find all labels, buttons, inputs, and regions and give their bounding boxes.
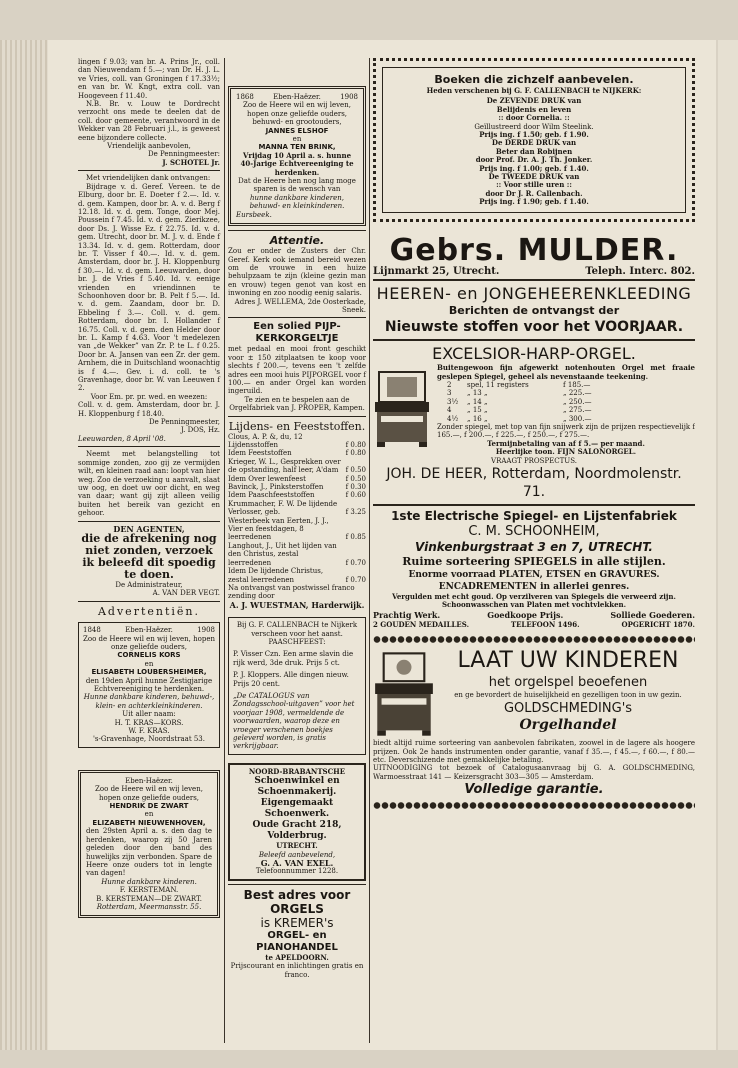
- divider: [373, 504, 695, 506]
- bead-border: [373, 801, 695, 810]
- kremer-heading: Best adres voor ORGELS: [243, 887, 351, 916]
- ad-line: Vrijdag 10 April a. s. hunne 40-Jarige Echtvereeniging te herdenken.: [240, 150, 354, 177]
- row-price: „ 250.—: [563, 397, 592, 406]
- ad-line: Uit aller naam:: [122, 710, 176, 719]
- attentie-heading: Attentie.: [269, 234, 325, 248]
- row-price: „ 275.—: [563, 406, 592, 415]
- ad-line: Dat de Heere hen nog lang moge sparen is de wensch van: [238, 177, 356, 194]
- text-paragraph: N.B. Br. v. Louw te Dordrecht verzocht ons mede te deelen dat de coll. door gemeente, verantwoord in de Wekker van 28 Februari j.l., is geweest eene bijzondere collecte.: [78, 100, 220, 142]
- item-title: Krummacher, F. W. De lijdende Verlosser, geb.: [228, 499, 338, 517]
- text-paragraph: Zou er onder de Zusters der Chr. Geref. Kerk ook iemand bereid wezen om de vrouwe in een huize behulpzaam te zijn (kleine gezin man en vrouw) tegen genot van kost en inwoning en zoo noodig eenig salaris.: [228, 247, 366, 298]
- divider: [228, 416, 366, 417]
- divider: [78, 170, 220, 171]
- ad-line: Beleefd aanbevelend,: [258, 850, 336, 859]
- harp-line: Heerlijke toon. FIJN SALONORGEL.: [495, 447, 637, 457]
- item-price: f 0.85: [345, 533, 366, 542]
- price-list-item: [228, 449, 366, 457]
- price-list-item: [228, 500, 366, 517]
- ad-place: Eursbeek.: [236, 210, 272, 219]
- ad-line: hunne dankbare kinderen, behuwd- en kleinkinderen.: [249, 193, 345, 211]
- item-price: f 0.80: [345, 449, 366, 458]
- organ-ad-heading: Een solied PIJP-KERKORGELTJE: [253, 321, 341, 345]
- price-list-item: [228, 433, 366, 450]
- text-paragraph: Neemt met belangstelling tot sommige zonden, zoo gij ze vermijden wilt, en kleinen raad aan: loopt van hier weg. Zoo de verzoeking u aanvalt, slaat uw oog, en doet uw oor dicht, en weg van daar; want gij zijt alleen veilig buiten het bereik van gezicht en gehoor.: [78, 450, 220, 518]
- row-size: 4: [447, 406, 452, 415]
- price-list-item: [228, 517, 366, 542]
- year: 1868: [236, 93, 254, 101]
- ad-line: Bij G. F. CALLENBACH te Nijkerk verscheen voor het aanst. PAASCHFEEST:: [236, 621, 358, 646]
- text-paragraph: met pedaal en mooi front geschikt voor ± 150 zitplaatsen te koop voor slechts f 200.—, tevens een 't zelfde adres een mooi huis PIJPORGEL voor f 100.— en ander Orgel kan worden ingeruild.: [228, 345, 366, 396]
- ad-line: den 19den April hunne Zestigjarige Echtvereeniging te herdenken.: [85, 676, 213, 693]
- row-spec: „ 14 „: [467, 397, 488, 406]
- ad-line: NOORD-BRABANTSCHE: [248, 766, 346, 776]
- gold-line: het orgelspel beoefenen: [488, 675, 648, 691]
- gold-headline: LAAT UW KINDEREN: [457, 648, 679, 674]
- harp-price-row: [437, 415, 695, 423]
- divider: [78, 521, 220, 522]
- agents-notice: die de afrekening nog niet zonden, verzoek ik beleefd dit spoedig te doen.: [81, 531, 217, 581]
- role: De Penningmeester:: [148, 150, 220, 159]
- harp-organ-title: EXCELSIOR-HARP-ORGEL.: [432, 344, 636, 364]
- ad-name: CORNELIS KORS: [117, 651, 181, 660]
- book-line: door Dr J. R. Callenbach.: [485, 188, 583, 198]
- text-paragraph: biedt altijd ruime sorteering van aanbevolen fabrikaten, zoowel in de lagere als hoogere prijzen. Ook 2e hands instrumenten onder garantie, vanaf f 35.—, f 45.—, f 60.—, f 80.— etc. Deverschizende met gemakkelijke betaling.: [373, 739, 695, 764]
- ad-line: te APELDOORN.: [265, 952, 329, 962]
- item-title: Westerbeek van Eerten, J. J., Vier en feestdagen, 8 leerredenen: [228, 516, 329, 542]
- ad-line: Oude Gracht 218, Volderbrug.: [252, 820, 342, 842]
- announcement-de-zwart: [78, 770, 220, 919]
- ad-line: Prijscourant en inlichtingen gratis en franco.: [230, 962, 364, 979]
- ad-name: ELISABETH LOUBERSHEIMER,: [91, 668, 207, 677]
- signature: A. VAN DER VEGT.: [152, 589, 220, 598]
- price-list-item: [228, 491, 366, 499]
- item-price: f 3.25: [345, 508, 366, 517]
- mulder-line: Nieuwste stoffen voor het VOORJAAR.: [384, 319, 684, 336]
- ad-name: HENDRIK DE ZWART: [109, 802, 189, 811]
- feature: Goedkoope Prijs.: [487, 609, 564, 620]
- bead-border: [373, 635, 695, 644]
- ad-line: G. A. VAN EXEL.: [260, 858, 334, 869]
- ad-line: den 29sten April a. s. den dag te herdenken, waarop zij 50 Jaren geleden door den band des huwelijks zijn verbonden. Spare de Heere onze ouders tot in lengte van dagen!: [86, 827, 212, 878]
- book-line: De TWEEDE DRUK van: [488, 172, 580, 182]
- harp-line: Zonder spiegel, met top van fijn snijwerk zijn de prijzen respectievelijk f 165.—, f 200.—, f 225.—, f 250.—, f 275.—.: [437, 422, 695, 440]
- ad-name: MANNA TEN BRINK,: [258, 143, 336, 152]
- row-size: 4½: [447, 414, 459, 423]
- spiegel-line: ENCADREMENTEN in allerlei genres.: [438, 581, 630, 592]
- row-size: 3: [447, 389, 452, 398]
- book-price: Prijs ing. f 1.50; geb. f 1.90.: [479, 130, 589, 140]
- ad-line: Hunne dankbare kinderen.: [101, 877, 197, 886]
- spiegel-company: C. M. SCHOONHEIM,: [468, 523, 600, 539]
- text-paragraph: Voor Em. pr. pr. wed. en weezen:: [90, 392, 208, 401]
- books-ad: [373, 58, 695, 222]
- text-paragraph: Coll. v. d. gem. Amsterdam, door br. J. H. Kloppenburg f 18.40.: [78, 401, 220, 418]
- item-price: f 0.70: [345, 558, 366, 567]
- item-title: Idem De lijdende Christus, zestal leerredenen: [228, 567, 324, 584]
- column-2: [228, 58, 366, 979]
- spiegel-line: Ruime sorteering SPIEGELS in alle stijlen.: [402, 554, 666, 568]
- book-price: Prijs ing. f 1.00; geb. f 1.40.: [479, 163, 589, 173]
- book-price-list: [228, 433, 366, 584]
- harp-line: VRAAGT PROSPECTUS.: [491, 456, 577, 465]
- price-list-item: [228, 475, 366, 483]
- ad-line: Hunne dankbare kinderen, behuwd-, klein- en achterkleinkinderen.: [83, 693, 215, 710]
- price-list-item: [228, 567, 366, 584]
- ad-line: Eigengemaakt Schoenwerk.: [260, 798, 334, 820]
- advertisements-heading: Advertentiën.: [97, 604, 200, 618]
- text-paragraph: Bijdrage v. d. Geref. Vereen. te de Elburg, door br. E. Doeter f 2.—. Id. v. d. gem. Kampen, door br. A. v. d. Berg f 12.18. Id. v. d. gem. Tonge, door Mej. Poussein f 7.45. Id. v. d. gem. Zierikzee, door Ds. J. Wisse Ez. f 22.75. Id. v. d. gem. Utrecht, door br. M. J. v. d. Ende f 13.34. Id. v. d. gem. Rotterdam, door br. T. Visser f 40.—. Id. v. d. gem. Amsterdam, door br. J. H. Kloppenburg f 30.—. Id. v. d. gem. Leeuwarden, door br. J. de Vries f 5.40. Id. v. eenige vrienden en vriendinnen te Schoonhoven door br. B. Pelt f 5.—. Id. v. d. gem. Zaandam, door br. D. Ebbeling f 3.—. Coll. v. d. gem. Rotterdam, door br. I. Hollander f 16.75. Coll. v. d. gem. den Helder door br. L. Kamp f 4.63. Voor 't medelezen van „de Wekker” van Zr. P. te L. f 0.25. Door br. A. Jansen van een Zr. der gem. Arnhem, die in Duitschland woonachtig is f 4.—. Gev. i. d. coll. te 's Gravenhage, door br. W. van Leeuwen f 2.: [78, 182, 220, 393]
- gold-shop: Orgelhandel: [519, 716, 617, 733]
- harp-price-row: [437, 389, 695, 397]
- divider: [373, 279, 695, 281]
- ad-name: JANNES ELSHOF: [265, 126, 329, 135]
- ad-line: en: [144, 810, 154, 819]
- role: De Penningmeester,: [148, 418, 220, 427]
- text-paragraph: lingen f 9.03; van br. A. Prins Jr., coll. dan Nieuwendam f 5.—; van Dr. H. J. L. ve Vries, coll. van Groningen f 17.33½; en van br. W. Kngt, extra coll. van Hoogeveen f 11.40.: [78, 58, 220, 100]
- spiegel-address: Vinkenburgstraat 3 en 7, UTRECHT.: [415, 539, 653, 554]
- page-stack-edge: [0, 40, 48, 1050]
- book-title: :: Voor stille uren ::: [496, 180, 572, 190]
- organ-illustration-icon: [373, 651, 435, 737]
- mulder-contact: [373, 265, 695, 277]
- divider: [373, 339, 695, 341]
- gold-line: en ge bevordert de huiselijkheid en gezelligen toon in uw gezin.: [454, 691, 682, 700]
- ad-line: Zoo de Heere wil en wij leven, hopen onze geliefde ouders,: [83, 634, 215, 651]
- ad-line: en: [144, 659, 154, 668]
- row-spec: „ 15 „: [467, 406, 488, 415]
- item-title: Langhout, J., Uit het lijden van den Christus, zestal leerredenen: [228, 541, 337, 567]
- ad-line: UTRECHT.: [276, 841, 318, 851]
- item-title: Idem Over lewenfeest: [228, 474, 306, 483]
- announcement-kors: [78, 622, 220, 748]
- greeting: Vriendelijk aanbevolen,: [107, 142, 191, 151]
- announcement-elshof: [228, 86, 366, 226]
- gold-company: GOLDSCHMEDING's: [503, 700, 633, 716]
- next-page-strip: [718, 40, 738, 1050]
- divider: [228, 317, 366, 318]
- dateline: Leeuwarden, 8 April '08.: [78, 434, 166, 443]
- books-subtitle: Heden verschenen bij G. F. CALLENBACH te NIJKERK:: [426, 86, 642, 95]
- row-spec: „ 16 „: [467, 414, 488, 423]
- ad-signature: B. KERSTEMAN—DE ZWART.: [96, 894, 202, 903]
- ad-signature: F. KERSTEMAN.: [119, 886, 179, 895]
- fact: 2 GOUDEN MEDAILLES.: [373, 619, 470, 629]
- column-3: [373, 58, 695, 813]
- ad-signature: W. F. KRAS.: [128, 727, 170, 736]
- book-title: Beter dan Robijnen: [495, 146, 573, 156]
- harp-price-row: [437, 406, 695, 414]
- row-size: 3½: [447, 397, 459, 406]
- address: Adres J. WELLEMA, 2de Oosterkade, Sneek.: [234, 297, 366, 314]
- signature: J. SCHOTEL Jr.: [162, 157, 220, 167]
- year: 1848: [83, 626, 101, 635]
- harp-price-row: [437, 381, 695, 389]
- harp-footer: JOH. DE HEER, Rotterdam, Noordmolenstr. 71.: [386, 465, 682, 500]
- mulder-address: Lijnmarkt 25, Utrecht.: [373, 265, 500, 277]
- price-list-item: [228, 458, 366, 475]
- ad-place: 's-Gravenhage, Noordstraat 53.: [92, 735, 205, 744]
- divider: [228, 884, 366, 885]
- item-price: f 0.80: [345, 441, 366, 449]
- ad-name: ELIZABETH NIEUWENHOVEN,: [92, 818, 206, 827]
- books-title: Boeken die zichzelf aanbevelen.: [434, 73, 634, 86]
- spiegel-facts: [373, 621, 695, 629]
- signature: A. J. WUESTMAN, Harderwijk.: [229, 599, 365, 610]
- row-price: f 185.—: [563, 380, 591, 389]
- column-rule: [369, 58, 370, 1043]
- price-list-item: [228, 542, 366, 567]
- ad-line: „De CATALOGUS van Zondagsschool-uitgaven” voor het voorjaar 1908, vermeldende de voorwaarden, waarop deze en vroeger verschenen boekjes geleverd worden, is gratis verkrijgbaar.: [233, 691, 355, 751]
- item-price: f 0.30: [345, 483, 366, 492]
- book-line: De ZEVENDE DRUK van: [486, 96, 582, 106]
- feature: Solliede Goederen.: [610, 609, 695, 620]
- book-title: Belijdenis en leven: [496, 104, 572, 114]
- order-note: Na ontvangst van postwissel franco zending door: [228, 583, 355, 601]
- spiegel-line: Enorme voorraad PLATEN, ETSEN en GRAVURES.: [408, 569, 660, 580]
- signature: J. DOS, Hz.: [180, 426, 220, 435]
- book-line: :: door Cornelia. ::: [498, 113, 570, 123]
- feature: Prachtig Werk.: [373, 609, 441, 620]
- ad-line: Zoo de Heere wil en wij leven, hopen onze geliefde ouders,: [95, 785, 203, 802]
- column-1: [78, 58, 220, 922]
- harp-line: Termijnbetaling van af f 5.— per maand.: [487, 438, 645, 448]
- ad-line: en: [292, 135, 302, 144]
- mulder-headline: HEEREN- en JONGEHEERENKLEEDING: [376, 284, 692, 304]
- item-title: Clous, A. P. &, du, 12 Lijdensstoffen: [228, 432, 303, 449]
- fact: TELEFOON 1496.: [510, 619, 580, 629]
- mulder-name: Gebrs. MULDER.: [389, 232, 679, 268]
- item-title: Bavinck, J., Pinksterstoffen: [228, 483, 324, 492]
- divider: [78, 601, 220, 602]
- book-line: Geïllustreerd door Wilm Steelink.: [474, 122, 594, 131]
- agents-title: DEN AGENTEN,: [113, 523, 185, 534]
- item-title: Krieger, W. L., Gesprekken over de opstanding, half leer, A'dam: [228, 457, 341, 475]
- row-price: „ 300.—: [563, 414, 592, 423]
- row-size: 2: [447, 380, 452, 389]
- item-price: f 0.50: [345, 474, 366, 483]
- item-price: f 0.60: [345, 491, 366, 500]
- harp-price-row: [437, 398, 695, 406]
- price-list-item: [228, 483, 366, 491]
- year: 1908: [197, 626, 215, 635]
- ad-line: Zoo de Heere wil en wij leven, hopen onze geliefde ouders, behuwd- en grootouders,: [243, 101, 351, 127]
- row-price: „ 225.—: [563, 389, 592, 398]
- item-price: f 0.70: [345, 575, 366, 584]
- mulder-telephone: Teleph. Interc. 802.: [585, 265, 695, 277]
- harp-organ-body: [373, 364, 695, 465]
- kremer-shop: ORGEL- en PIANOHANDEL: [256, 929, 338, 953]
- book-price: Prijs ing. f 1.90; geb. f 1.40.: [479, 197, 589, 207]
- item-title: Idem Feeststoffen: [228, 449, 292, 458]
- ad-line: Telefoonnummer 1228.: [255, 867, 339, 876]
- item-title: Idem Paaschfeeststoffen: [228, 491, 315, 500]
- role: De Administrateur,: [115, 580, 183, 589]
- ad-heading: Eben-Haëzer.: [273, 93, 321, 101]
- item-price: f 0.50: [345, 466, 366, 475]
- row-spec: spel, 11 registers: [467, 380, 529, 389]
- book-line: De DERDE DRUK van: [491, 138, 577, 148]
- lijdens-heading: Lijdens- en Feeststoffen.: [228, 419, 366, 433]
- address: Te zien en te bespelen aan de Orgelfabriek van J. PROPER, Kampen.: [229, 395, 365, 413]
- fact: OPGERICHT 1870.: [621, 619, 695, 629]
- gold-guarantee: Volledige garantie.: [464, 782, 604, 798]
- mulder-line: Berichten de ontvangst der: [448, 304, 620, 318]
- divider: [78, 446, 220, 447]
- spiegel-line: Vergulden met echt goud. Op verzilveren van Spiegels die verweerd zijn. Schoonwasschen van Platen met vochtvlekken.: [392, 591, 676, 610]
- ad-heading: Eben-Haëzer.: [125, 626, 173, 635]
- callenbach-ad: [228, 617, 366, 755]
- ad-signature: H. T. KRAS—KORS.: [114, 718, 184, 727]
- column-rule: [224, 58, 225, 1043]
- shoe-store-ad: [228, 763, 366, 881]
- ad-line: P. Visser Czn. Een arme slavin die rijk werd, 3de druk. Prijs 5 ct.: [233, 650, 354, 667]
- ad-line: Schoenwinkel en Schoenmakerij.: [254, 776, 340, 798]
- harp-description: Buitengewoon fijn afgewerkt notenhouten Orgel met fraaie geslepen Spiegel, geheel als nevenstaande teekening.: [437, 364, 695, 381]
- book-line: door Prof. Dr. A. J. Th. Jonker.: [475, 155, 593, 165]
- ad-place: Rotterdam, Meermansstr. 55.: [96, 902, 202, 911]
- kremer-name: is KREMER's: [260, 915, 334, 930]
- ad-heading: Eben-Haëzer.: [125, 776, 173, 785]
- organ-illustration-icon: [373, 368, 431, 448]
- goldschmeding-ad: [373, 647, 695, 739]
- text-paragraph: UITNOODIGING tot bezoek of Catalogusaanvraag bij G. A. GOLDSCHMEDING, Warmoesstraat 141 — Keizersgracht 303—305 — Amsterdam.: [373, 764, 695, 781]
- ad-line: P. J. Kloppers. Alle dingen nieuw. Prijs 20 cent.: [233, 671, 349, 688]
- year: 1908: [340, 93, 358, 101]
- text-paragraph: Met vriendelijken dank ontvangen:: [86, 174, 211, 183]
- spiegel-headline: 1ste Electrische Spiegel- en Lijstenfabriek: [391, 508, 677, 523]
- divider: [228, 230, 366, 231]
- row-spec: „ 13 „: [467, 389, 488, 398]
